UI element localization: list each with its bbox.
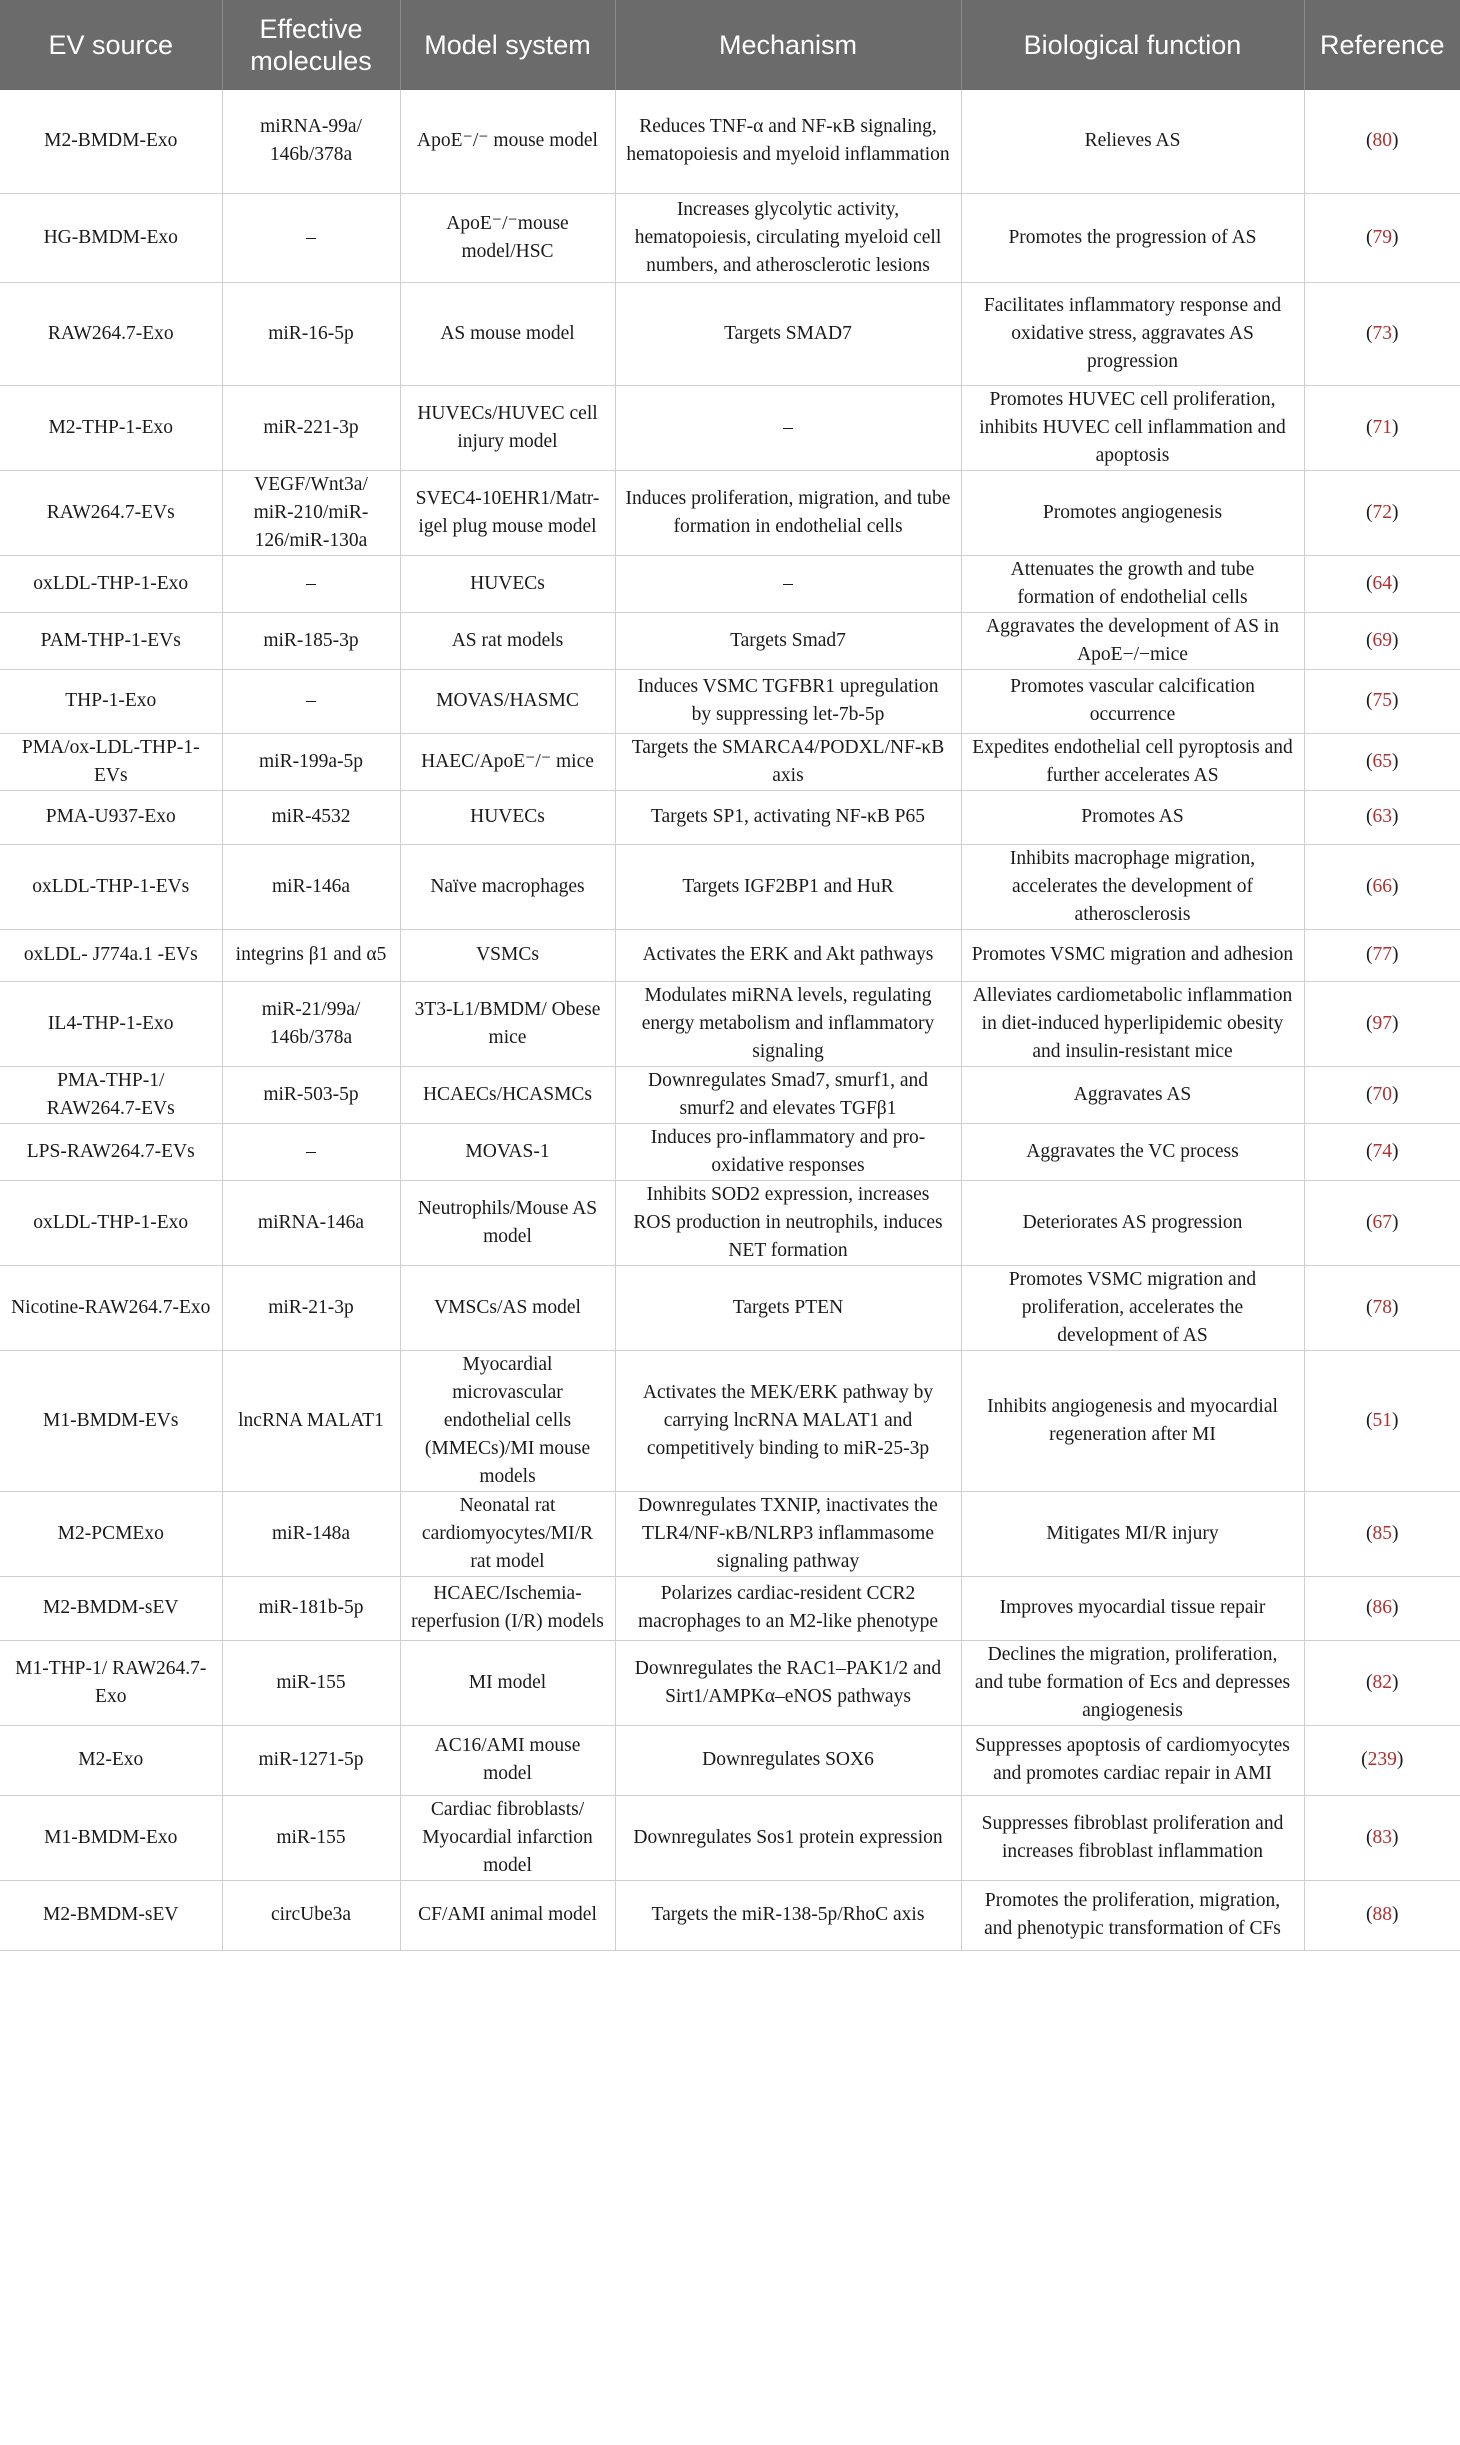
reference-link[interactable]: 82 [1372, 1671, 1392, 1693]
cell-biological-function: Inhibits macrophage migration, accelerates the development of atherosclerosis [961, 844, 1304, 929]
cell-effective-molecules: VEGF/Wnt3a/ miR-210/miR-126/miR-130a [222, 470, 400, 555]
cell-effective-molecules: miR-21-3p [222, 1265, 400, 1350]
table-row [0, 1123, 1460, 1180]
cell-mechanism: Targets PTEN [615, 1265, 961, 1350]
cell-biological-function: Aggravates the development of AS in ApoE−/−mice [961, 612, 1304, 669]
cell-effective-molecules: – [222, 1123, 400, 1180]
cell-model-system: Myocardial microvascular endothelial cells (MMECs)/MI mouse models [400, 1350, 615, 1491]
cell-model-system: HUVECs [400, 555, 615, 612]
cell-model-system: HAEC/ApoE⁻/⁻ mice [400, 733, 615, 790]
cell-ev-source: PMA-U937-Exo [0, 790, 222, 844]
table-row [0, 1265, 1460, 1350]
cell-reference: (70) [1304, 1066, 1460, 1123]
reference-link[interactable]: 72 [1372, 501, 1392, 523]
header-biological-function: Biological function [961, 0, 1304, 90]
cell-biological-function: Facilitates inflammatory response and oxidative stress, aggravates AS progression [961, 282, 1304, 385]
cell-ev-source: RAW264.7-EVs [0, 470, 222, 555]
cell-ev-source: PMA/ox-LDL-THP-1-EVs [0, 733, 222, 790]
cell-effective-molecules: circUbe3a [222, 1880, 400, 1950]
cell-mechanism: Inhibits SOD2 expression, increases ROS production in neutrophils, induces NET formation [615, 1180, 961, 1265]
cell-model-system: HCAEC/Ischemia-reperfusion (I/R) models [400, 1576, 615, 1640]
cell-mechanism: Targets Smad7 [615, 612, 961, 669]
cell-mechanism: Activates the ERK and Akt pathways [615, 929, 961, 981]
cell-effective-molecules: miR-146a [222, 844, 400, 929]
cell-reference: (75) [1304, 669, 1460, 733]
cell-effective-molecules: miR-16-5p [222, 282, 400, 385]
cell-biological-function: Suppresses fibroblast proliferation and increases fibroblast inflammation [961, 1795, 1304, 1880]
cell-biological-function: Mitigates MI/R injury [961, 1491, 1304, 1576]
cell-ev-source: RAW264.7-Exo [0, 282, 222, 385]
cell-reference: (88) [1304, 1880, 1460, 1950]
header-ev-source: EV source [0, 0, 222, 90]
cell-reference: (80) [1304, 90, 1460, 193]
cell-ev-source: LPS-RAW264.7-EVs [0, 1123, 222, 1180]
cell-ev-source: M1-BMDM-Exo [0, 1795, 222, 1880]
table-row [0, 470, 1460, 555]
cell-ev-source: oxLDL-THP-1-Exo [0, 555, 222, 612]
cell-mechanism: Downregulates Smad7, smurf1, and smurf2 and elevates TGFβ1 [615, 1066, 961, 1123]
cell-reference: (71) [1304, 385, 1460, 470]
cell-mechanism: Targets SMAD7 [615, 282, 961, 385]
cell-effective-molecules: miR-1271-5p [222, 1725, 400, 1795]
cell-biological-function: Promotes angiogenesis [961, 470, 1304, 555]
header-model-system: Model system [400, 0, 615, 90]
cell-reference: (82) [1304, 1640, 1460, 1725]
table-row [0, 1180, 1460, 1265]
cell-biological-function: Promotes VSMC migration and adhesion [961, 929, 1304, 981]
reference-link[interactable]: 86 [1372, 1597, 1392, 1618]
cell-model-system: Cardiac fibroblasts/ Myocardial infarction model [400, 1795, 615, 1880]
cell-reference: (51) [1304, 1350, 1460, 1491]
reference-link[interactable]: 69 [1372, 629, 1392, 651]
cell-reference: (73) [1304, 282, 1460, 385]
cell-mechanism: Modulates miRNA levels, regulating energy metabolism and inflammatory signaling [615, 981, 961, 1066]
table-row [0, 90, 1460, 193]
cell-biological-function: Promotes the proliferation, migration, and phenotypic transformation of CFs [961, 1880, 1304, 1950]
cell-effective-molecules: miR-503-5p [222, 1066, 400, 1123]
cell-mechanism: Activates the MEK/ERK pathway by carrying lncRNA MALAT1 and competitively binding to miR-25-3p [615, 1350, 961, 1491]
reference-link[interactable]: 239 [1367, 1749, 1397, 1770]
cell-effective-molecules: – [222, 669, 400, 733]
cell-effective-molecules: – [222, 555, 400, 612]
table-row [0, 1576, 1460, 1640]
cell-ev-source: IL4-THP-1-Exo [0, 981, 222, 1066]
table-row [0, 981, 1460, 1066]
cell-ev-source: Nicotine-RAW264.7-Exo [0, 1265, 222, 1350]
cell-reference: (69) [1304, 612, 1460, 669]
cell-model-system: MOVAS-1 [400, 1123, 615, 1180]
cell-reference: (72) [1304, 470, 1460, 555]
cell-mechanism: Induces proliferation, migration, and tube formation in endothelial cells [615, 470, 961, 555]
cell-biological-function: Attenuates the growth and tube formation of endothelial cells [961, 555, 1304, 612]
cell-model-system: MOVAS/HASMC [400, 669, 615, 733]
cell-biological-function: Promotes HUVEC cell proliferation, inhibits HUVEC cell inflammation and apoptosis [961, 385, 1304, 470]
cell-reference: (239) [1304, 1725, 1460, 1795]
table-row [0, 929, 1460, 981]
cell-effective-molecules: miR-199a-5p [222, 733, 400, 790]
cell-mechanism: Targets SP1, activating NF-κB P65 [615, 790, 961, 844]
cell-model-system: ApoE⁻/⁻ mouse model [400, 90, 615, 193]
cell-biological-function: Promotes vascular calcification occurrence [961, 669, 1304, 733]
cell-biological-function: Alleviates cardiometabolic inflammation in diet-induced hyperlipidemic obesity and insulin-resistant mice [961, 981, 1304, 1066]
table-row [0, 612, 1460, 669]
reference-link[interactable]: 88 [1372, 1904, 1392, 1925]
cell-reference: (97) [1304, 981, 1460, 1066]
cell-ev-source: oxLDL-THP-1-Exo [0, 1180, 222, 1265]
cell-biological-function: Promotes VSMC migration and proliferation, accelerates the development of AS [961, 1265, 1304, 1350]
cell-mechanism: – [615, 555, 961, 612]
cell-biological-function: Aggravates AS [961, 1066, 1304, 1123]
cell-biological-function: Inhibits angiogenesis and myocardial regeneration after MI [961, 1350, 1304, 1491]
cell-effective-molecules: miR-4532 [222, 790, 400, 844]
reference-link[interactable]: 65 [1372, 750, 1392, 772]
cell-ev-source: oxLDL-THP-1-EVs [0, 844, 222, 929]
reference-link[interactable]: 83 [1372, 1826, 1392, 1848]
cell-mechanism: Downregulates Sos1 protein expression [615, 1795, 961, 1880]
reference-link[interactable]: 79 [1372, 226, 1392, 248]
cell-biological-function: Suppresses apoptosis of cardiomyocytes and promotes cardiac repair in AMI [961, 1725, 1304, 1795]
cell-mechanism: Downregulates the RAC1–PAK1/2 and Sirt1/AMPKα–eNOS pathways [615, 1640, 961, 1725]
table-row [0, 282, 1460, 385]
header-row [0, 0, 1460, 90]
cell-effective-molecules: miR-185-3p [222, 612, 400, 669]
cell-reference: (64) [1304, 555, 1460, 612]
reference-link[interactable]: 51 [1372, 1409, 1392, 1431]
cell-reference: (63) [1304, 790, 1460, 844]
table-row [0, 555, 1460, 612]
cell-model-system: Neutrophils/Mouse AS model [400, 1180, 615, 1265]
cell-reference: (78) [1304, 1265, 1460, 1350]
cell-model-system: AC16/AMI mouse model [400, 1725, 615, 1795]
reference-link[interactable]: 63 [1372, 806, 1392, 827]
cell-ev-source: PMA-THP-1/ RAW264.7-EVs [0, 1066, 222, 1123]
cell-mechanism: – [615, 385, 961, 470]
cell-model-system: AS mouse model [400, 282, 615, 385]
table-row [0, 385, 1460, 470]
cell-ev-source: M1-THP-1/ RAW264.7-Exo [0, 1640, 222, 1725]
reference-link[interactable]: 75 [1372, 690, 1392, 711]
table-body [0, 90, 1460, 1950]
cell-effective-molecules: miR-181b-5p [222, 1576, 400, 1640]
cell-model-system: MI model [400, 1640, 615, 1725]
cell-model-system: AS rat models [400, 612, 615, 669]
cell-effective-molecules: miR-148a [222, 1491, 400, 1576]
cell-ev-source: HG-BMDM-Exo [0, 193, 222, 282]
cell-ev-source: M2-BMDM-Exo [0, 90, 222, 193]
cell-mechanism: Downregulates SOX6 [615, 1725, 961, 1795]
table-row [0, 733, 1460, 790]
table-row [0, 1350, 1460, 1491]
cell-model-system: HCAECs/HCASMCs [400, 1066, 615, 1123]
table-row [0, 1795, 1460, 1880]
reference-link[interactable]: 74 [1372, 1140, 1392, 1162]
cell-effective-molecules: miR-155 [222, 1795, 400, 1880]
reference-link[interactable]: 97 [1372, 1012, 1392, 1034]
table-row [0, 1491, 1460, 1576]
table-row [0, 193, 1460, 282]
cell-effective-molecules: miR-221-3p [222, 385, 400, 470]
table-row [0, 790, 1460, 844]
cell-mechanism: Induces VSMC TGFBR1 upregulation by suppressing let-7b-5p [615, 669, 961, 733]
reference-link[interactable]: 64 [1372, 572, 1392, 594]
cell-effective-molecules: miR-155 [222, 1640, 400, 1725]
cell-model-system: ApoE⁻/⁻mouse model/HSC [400, 193, 615, 282]
cell-model-system: Naïve macrophages [400, 844, 615, 929]
cell-reference: (74) [1304, 1123, 1460, 1180]
cell-model-system: HUVECs/HUVEC cell injury model [400, 385, 615, 470]
cell-ev-source: M2-PCMExo [0, 1491, 222, 1576]
header-reference: Reference [1319, 30, 1445, 60]
table-header [0, 0, 1460, 90]
cell-mechanism: Increases glycolytic activity, hematopoiesis, circulating myeloid cell numbers, and atherosclerotic lesions [615, 193, 961, 282]
cell-ev-source: M2-THP-1-Exo [0, 385, 222, 470]
table-row [0, 1066, 1460, 1123]
table-row [0, 844, 1460, 929]
cell-mechanism: Downregulates TXNIP, inactivates the TLR4/NF-κB/NLRP3 inflammasome signaling pathway [615, 1491, 961, 1576]
cell-ev-source: PAM-THP-1-EVs [0, 612, 222, 669]
cell-mechanism: Induces pro-inflammatory and pro-oxidative responses [615, 1123, 961, 1180]
reference-link[interactable]: 73 [1372, 322, 1392, 344]
cell-reference: (66) [1304, 844, 1460, 929]
cell-biological-function: Improves myocardial tissue repair [961, 1576, 1304, 1640]
cell-model-system: Neonatal rat cardiomyocytes/MI/R rat model [400, 1491, 615, 1576]
cell-biological-function: Promotes the progression of AS [961, 193, 1304, 282]
cell-reference: (83) [1304, 1795, 1460, 1880]
cell-model-system: HUVECs [400, 790, 615, 844]
reference-link[interactable]: 70 [1372, 1083, 1392, 1105]
header-mechanism: Mechanism [615, 0, 961, 90]
cell-ev-source: oxLDL- J774a.1 -EVs [0, 929, 222, 981]
table-row [0, 669, 1460, 733]
reference-link[interactable]: 71 [1372, 416, 1392, 438]
reference-link[interactable]: 67 [1372, 1211, 1392, 1233]
reference-link[interactable]: 78 [1372, 1296, 1392, 1318]
cell-model-system: SVEC4-10EHR1/Matr-igel plug mouse model [400, 470, 615, 555]
cell-effective-molecules: miRNA-146a [222, 1180, 400, 1265]
cell-mechanism: Polarizes cardiac-resident CCR2 macrophages to an M2-like phenotype [615, 1576, 961, 1640]
cell-reference: (65) [1304, 733, 1460, 790]
cell-effective-molecules: miRNA-99a/ 146b/378a [222, 90, 400, 193]
cell-reference: (77) [1304, 929, 1460, 981]
cell-ev-source: THP-1-Exo [0, 669, 222, 733]
cell-ev-source: M2-BMDM-sEV [0, 1880, 222, 1950]
cell-mechanism: Reduces TNF-α and NF-κB signaling, hematopoiesis and myeloid inflammation [615, 90, 961, 193]
cell-biological-function: Deteriorates AS progression [961, 1180, 1304, 1265]
cell-ev-source: M2-BMDM-sEV [0, 1576, 222, 1640]
cell-ev-source: M1-BMDM-EVs [0, 1350, 222, 1491]
header-effective-molecules: Effective molecules [222, 0, 400, 90]
cell-biological-function: Declines the migration, proliferation, and tube formation of Ecs and depresses angiogenesis [961, 1640, 1304, 1725]
cell-effective-molecules: miR-21/99a/ 146b/378a [222, 981, 400, 1066]
cell-reference: (85) [1304, 1491, 1460, 1576]
table-row [0, 1640, 1460, 1725]
cell-biological-function: Promotes AS [961, 790, 1304, 844]
reference-link[interactable]: 66 [1372, 875, 1392, 897]
cell-mechanism: Targets IGF2BP1 and HuR [615, 844, 961, 929]
cell-effective-molecules: integrins β1 and α5 [222, 929, 400, 981]
cell-ev-source: M2-Exo [0, 1725, 222, 1795]
cell-effective-molecules: – [222, 193, 400, 282]
cell-model-system: VSMCs [400, 929, 615, 981]
cell-model-system: CF/AMI animal model [400, 1880, 615, 1950]
cell-biological-function: Relieves AS [961, 90, 1304, 193]
reference-link[interactable]: 85 [1372, 1522, 1392, 1544]
cell-effective-molecules: lncRNA MALAT1 [222, 1350, 400, 1491]
cell-reference: (67) [1304, 1180, 1460, 1265]
cell-biological-function: Aggravates the VC process [961, 1123, 1304, 1180]
table-row [0, 1880, 1460, 1950]
cell-reference: (86) [1304, 1576, 1460, 1640]
reference-link[interactable]: 80 [1372, 130, 1392, 152]
cell-reference: (79) [1304, 193, 1460, 282]
table-row [0, 1725, 1460, 1795]
cell-model-system: VMSCs/AS model [400, 1265, 615, 1350]
cell-biological-function: Expedites endothelial cell pyroptosis and further accelerates AS [961, 733, 1304, 790]
cell-model-system: 3T3-L1/BMDM/ Obese mice [400, 981, 615, 1066]
cell-mechanism: Targets the miR-138-5p/RhoC axis [615, 1880, 961, 1950]
cell-mechanism: Targets the SMARCA4/PODXL/NF-κB axis [615, 733, 961, 790]
reference-link[interactable]: 77 [1372, 944, 1392, 965]
